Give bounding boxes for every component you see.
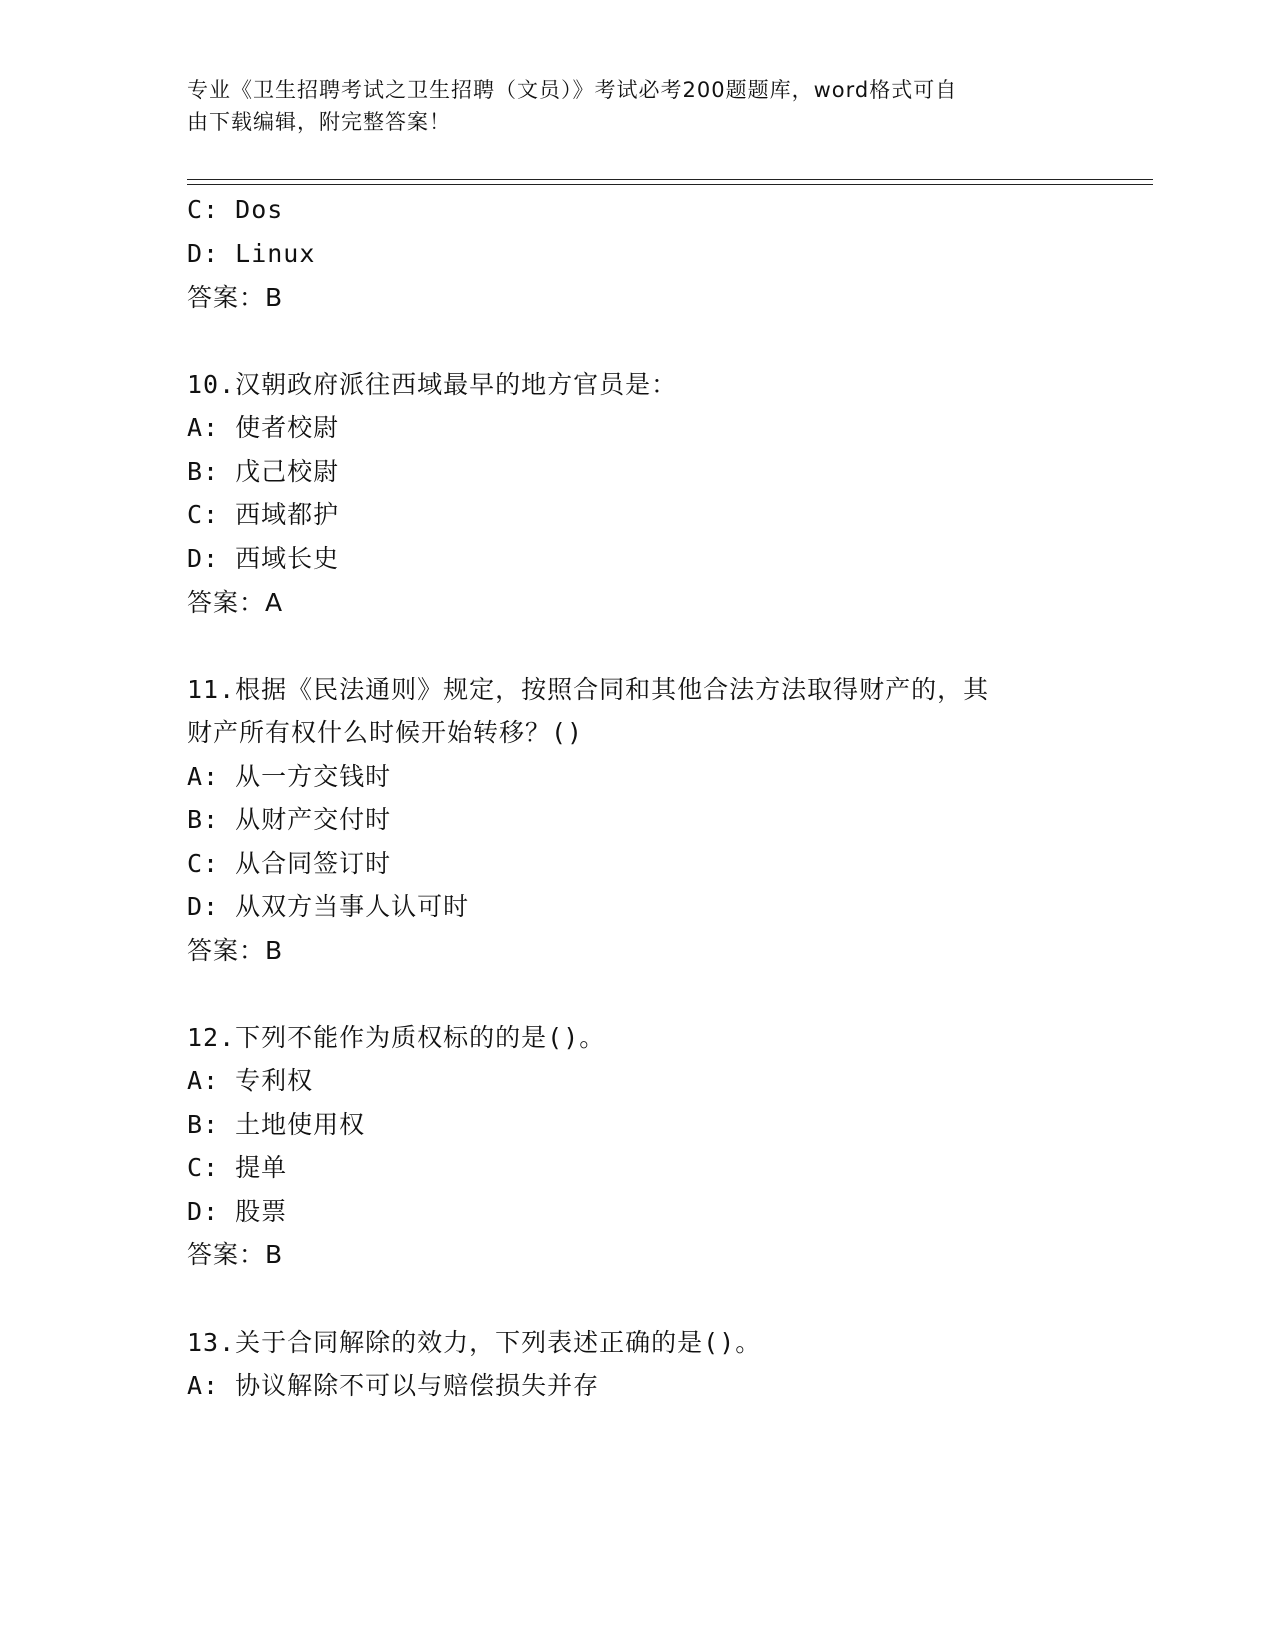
q11-option-c: C: 从合同签订时 bbox=[187, 849, 392, 878]
q12-option-a: A: 专利权 bbox=[187, 1066, 314, 1095]
header-divider-bottom bbox=[187, 184, 1153, 185]
prev-answer: 答案：B bbox=[187, 283, 284, 312]
q11-answer: 答案：B bbox=[187, 936, 284, 965]
q11-stem-line-1: 11.根据《民法通则》规定，按照合同和其他合法方法取得财产的，其 bbox=[187, 675, 990, 704]
q11-option-a: A: 从一方交钱时 bbox=[187, 762, 392, 791]
q12-answer: 答案：B bbox=[187, 1240, 284, 1269]
q10-option-a: A: 使者校尉 bbox=[187, 413, 340, 442]
document-header bbox=[187, 74, 1067, 138]
q12-stem: 12.下列不能作为质权标的的是()。 bbox=[187, 1023, 606, 1052]
header-divider-top bbox=[187, 179, 1153, 180]
q11-option-d: D: 从双方当事人认可时 bbox=[187, 892, 470, 921]
q10-stem: 10.汉朝政府派往西域最早的地方官员是： bbox=[187, 370, 678, 399]
q13-stem: 13.关于合同解除的效力，下列表述正确的是()。 bbox=[187, 1328, 762, 1357]
q10-option-c: C: 西域都护 bbox=[187, 500, 340, 529]
q10-answer: 答案：A bbox=[187, 588, 284, 617]
q12-option-d: D: 股票 bbox=[187, 1197, 288, 1226]
header-line-1: 专业《卫生招聘考试之卫生招聘（文员）》考试必考200题题库，word格式可自 bbox=[187, 78, 958, 102]
q11-option-b: B: 从财产交付时 bbox=[187, 805, 392, 834]
header-line-2: 由下载编辑，附完整答案！ bbox=[187, 110, 451, 134]
q13-option-a: A: 协议解除不可以与赔偿损失并存 bbox=[187, 1371, 600, 1400]
prev-option-c: C: Dos bbox=[187, 195, 284, 224]
q10-option-b: B: 戊己校尉 bbox=[187, 457, 340, 486]
q12-option-c: C: 提单 bbox=[187, 1153, 288, 1182]
q11-stem-line-2: 财产所有权什么时候开始转移？() bbox=[187, 718, 584, 747]
prev-option-d: D: Linux bbox=[187, 239, 316, 268]
q12-option-b: B: 土地使用权 bbox=[187, 1110, 366, 1139]
q10-option-d: D: 西域长史 bbox=[187, 544, 340, 573]
